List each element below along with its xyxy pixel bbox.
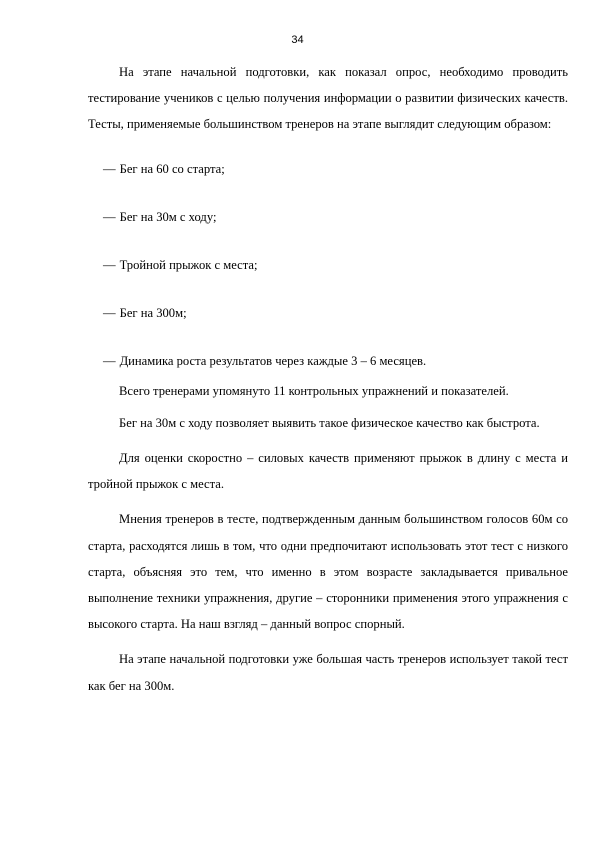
dash-marker: — — [103, 257, 116, 272]
dash-marker: — — [103, 305, 116, 320]
paragraph-total: Всего тренерами упомянуто 11 контрольных упражнений и показателей. — [119, 383, 509, 398]
list-item-text: Бег на 30м с ходу; — [119, 209, 217, 224]
document-body — [88, 59, 568, 699]
dash-marker: — — [103, 353, 116, 368]
dash-marker: — — [103, 209, 116, 224]
paragraph-final: На этапе начальной подготовки уже большая часть тренеров использует такой тест как бег на 300м. — [88, 652, 568, 693]
paragraph-run30: Бег на 30м с ходу позволяет выявить такое физическое качество как быстрота. — [119, 415, 540, 430]
list-item — [88, 300, 568, 326]
paragraph-opinions: Мнения тренеров в тесте, подтвержденным данным большинством голосов 60м со старта, расходятся лишь в том, что одни предпочитают использовать этот тест с низкого старта, объясняя это тем, что именно в этом возрасте закладывается привальное выполнение техники упражнения, другие – сторонники применения этого упражнения с высокого старта. На наш взгляд – данный вопрос спорный. — [88, 512, 568, 632]
list-item — [88, 252, 568, 278]
paragraph-speed-strength: Для оценки скоростно – силовых качеств применяют прыжок в длину с места и тройной прыжок с места. — [88, 451, 568, 492]
dash-marker: — — [103, 161, 116, 176]
list-item-text: Тройной прыжок с места; — [119, 257, 258, 272]
list-item — [88, 204, 568, 230]
list-item-text: Бег на 300м; — [119, 305, 187, 320]
list-item-text: Бег на 60 со старта; — [119, 161, 225, 176]
tests-list — [88, 156, 568, 374]
page-number: 34 — [291, 34, 304, 46]
list-item-text: Динамика роста результатов через каждые 3 – 6 месяцев. — [119, 353, 427, 368]
list-item — [88, 156, 568, 182]
paragraph-intro: На этапе начальной подготовки, как показал опрос, необходимо проводить тестирование учеников с целью получения информации о развитии физических качеств. Тесты, применяемые большинством тренеров на этапе выглядит следующим образом: — [88, 65, 568, 132]
list-item — [88, 348, 568, 374]
